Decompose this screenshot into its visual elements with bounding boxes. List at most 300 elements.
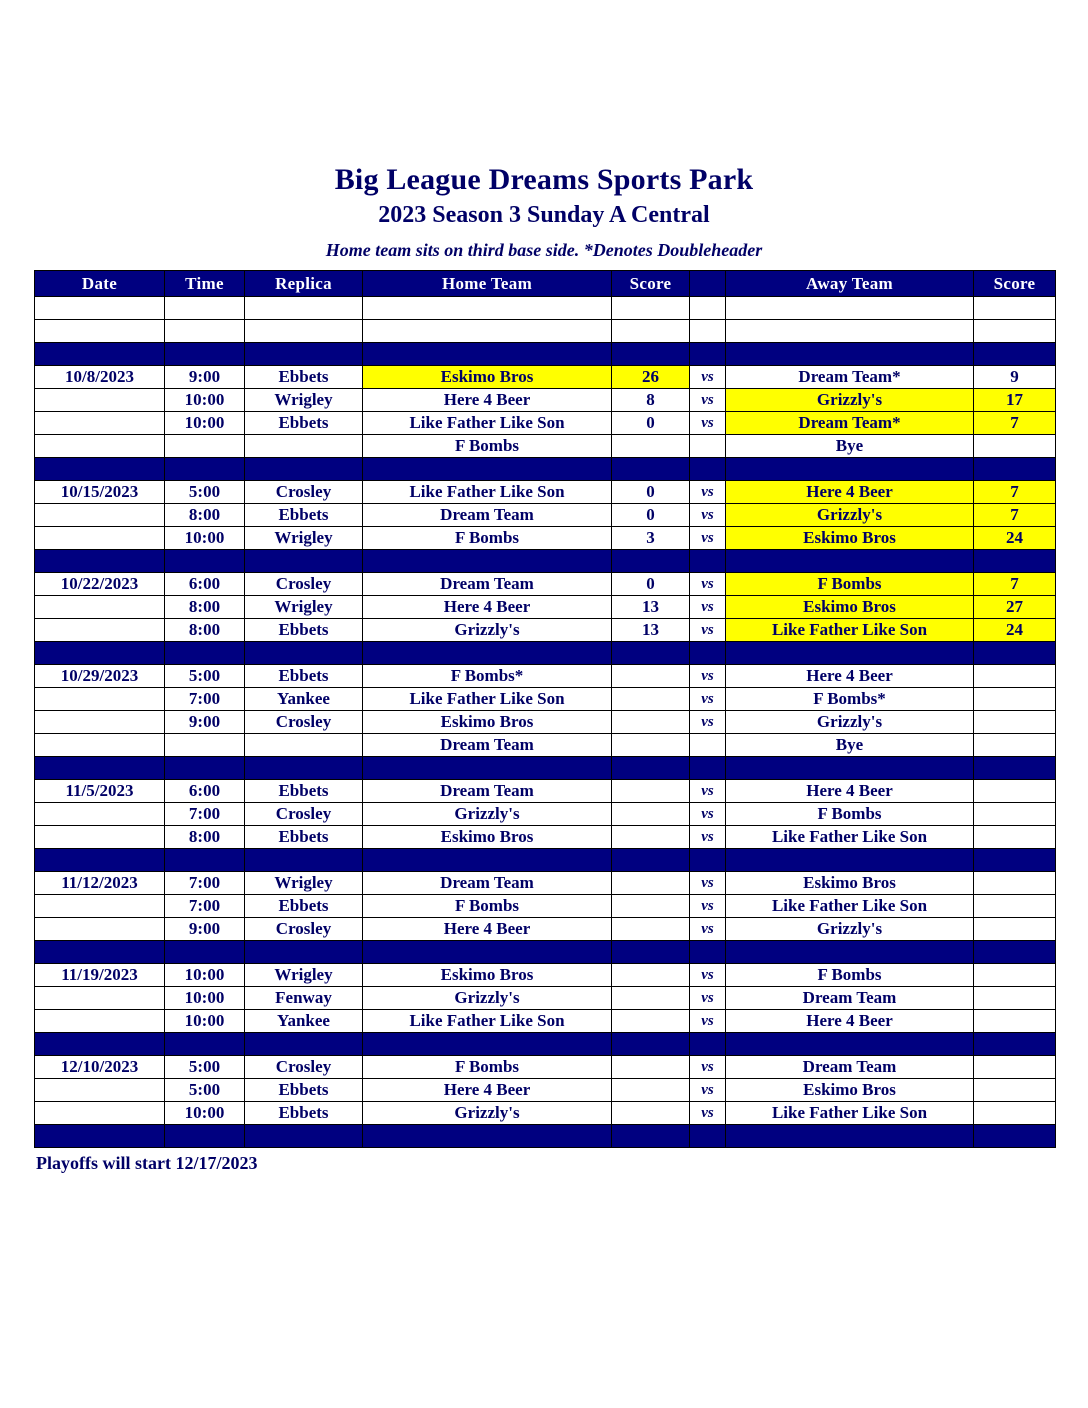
- blank-cell: [165, 297, 245, 320]
- home-team-cell: F Bombs: [363, 527, 612, 550]
- separator-cell: [35, 1033, 165, 1056]
- game-row: [35, 1102, 1056, 1125]
- vs-label: vs: [690, 987, 726, 1010]
- replica-cell: Ebbets: [245, 412, 363, 435]
- date-cell: [35, 734, 165, 757]
- separator-cell: [35, 550, 165, 573]
- replica-cell: Ebbets: [245, 619, 363, 642]
- home-score-cell: 26: [612, 366, 690, 389]
- date-cell: [35, 1079, 165, 1102]
- date-cell: [35, 987, 165, 1010]
- replica-cell: Wrigley: [245, 389, 363, 412]
- home-team-cell: Grizzly's: [363, 987, 612, 1010]
- time-cell: 5:00: [165, 1079, 245, 1102]
- away-score-cell: 7: [974, 504, 1056, 527]
- home-team-cell: Eskimo Bros: [363, 826, 612, 849]
- away-score-cell: [974, 435, 1056, 458]
- separator-cell: [35, 941, 165, 964]
- vs-label: [690, 435, 726, 458]
- separator-cell: [165, 642, 245, 665]
- replica-cell: Ebbets: [245, 1102, 363, 1125]
- home-team-cell: Grizzly's: [363, 803, 612, 826]
- game-row: [35, 504, 1056, 527]
- time-cell: 5:00: [165, 481, 245, 504]
- blank-cell: [612, 297, 690, 320]
- home-team-cell: Dream Team: [363, 734, 612, 757]
- schedule-table: [34, 270, 1056, 1148]
- away-score-cell: [974, 711, 1056, 734]
- away-score-cell: [974, 803, 1056, 826]
- separator-cell: [363, 550, 612, 573]
- separator-cell: [726, 757, 974, 780]
- away-score-cell: [974, 895, 1056, 918]
- game-row: [35, 527, 1056, 550]
- away-score-cell: [974, 1056, 1056, 1079]
- separator-cell: [690, 642, 726, 665]
- date-cell: [35, 619, 165, 642]
- vs-label: vs: [690, 412, 726, 435]
- separator-cell: [690, 757, 726, 780]
- home-score-cell: [612, 872, 690, 895]
- separator-cell: [690, 1125, 726, 1148]
- blank-cell: [726, 320, 974, 343]
- home-score-cell: 0: [612, 481, 690, 504]
- replica-cell: Yankee: [245, 688, 363, 711]
- away-team-cell: Eskimo Bros: [726, 1079, 974, 1102]
- time-cell: 7:00: [165, 803, 245, 826]
- page-subtitle: 2023 Season 3 Sunday A Central: [378, 202, 710, 228]
- blank-row: [35, 320, 1056, 343]
- separator-cell: [245, 941, 363, 964]
- header-time: Time: [165, 271, 245, 297]
- game-row: [35, 688, 1056, 711]
- date-cell: [35, 895, 165, 918]
- separator-cell: [165, 1125, 245, 1148]
- home-score-cell: [612, 1102, 690, 1125]
- replica-cell: Crosley: [245, 573, 363, 596]
- home-team-cell: Grizzly's: [363, 1102, 612, 1125]
- away-score-cell: 17: [974, 389, 1056, 412]
- date-cell: [35, 504, 165, 527]
- separator-cell: [363, 1125, 612, 1148]
- away-team-cell: Like Father Like Son: [726, 826, 974, 849]
- away-score-cell: 24: [974, 527, 1056, 550]
- separator-cell: [35, 458, 165, 481]
- vs-label: vs: [690, 596, 726, 619]
- date-cell: 11/5/2023: [35, 780, 165, 803]
- header-home-team: Home Team: [363, 271, 612, 297]
- replica-cell: Ebbets: [245, 665, 363, 688]
- separator-cell: [165, 941, 245, 964]
- separator-cell: [974, 642, 1056, 665]
- separator-row: [35, 849, 1056, 872]
- home-team-cell: Eskimo Bros: [363, 711, 612, 734]
- time-cell: 10:00: [165, 389, 245, 412]
- game-row: [35, 918, 1056, 941]
- date-cell: 11/19/2023: [35, 964, 165, 987]
- away-score-cell: [974, 964, 1056, 987]
- away-score-cell: [974, 826, 1056, 849]
- away-team-cell: Grizzly's: [726, 389, 974, 412]
- away-score-cell: [974, 665, 1056, 688]
- home-team-cell: Here 4 Beer: [363, 389, 612, 412]
- separator-cell: [165, 550, 245, 573]
- vs-label: vs: [690, 481, 726, 504]
- separator-cell: [612, 458, 690, 481]
- away-team-cell: Here 4 Beer: [726, 665, 974, 688]
- separator-cell: [245, 757, 363, 780]
- time-cell: [165, 435, 245, 458]
- away-score-cell: 7: [974, 573, 1056, 596]
- home-team-cell: Dream Team: [363, 504, 612, 527]
- replica-cell: Ebbets: [245, 895, 363, 918]
- time-cell: 8:00: [165, 619, 245, 642]
- replica-cell: [245, 435, 363, 458]
- home-team-cell: Like Father Like Son: [363, 412, 612, 435]
- vs-label: vs: [690, 872, 726, 895]
- time-cell: 6:00: [165, 780, 245, 803]
- date-cell: [35, 527, 165, 550]
- away-score-cell: 7: [974, 412, 1056, 435]
- away-team-cell: Eskimo Bros: [726, 527, 974, 550]
- separator-cell: [726, 458, 974, 481]
- away-team-cell: Grizzly's: [726, 504, 974, 527]
- vs-label: vs: [690, 504, 726, 527]
- game-row: [35, 987, 1056, 1010]
- vs-label: vs: [690, 619, 726, 642]
- separator-cell: [35, 642, 165, 665]
- time-cell: 5:00: [165, 1056, 245, 1079]
- time-cell: 9:00: [165, 711, 245, 734]
- date-cell: [35, 688, 165, 711]
- game-row: [35, 964, 1056, 987]
- separator-row: [35, 1033, 1056, 1056]
- time-cell: 10:00: [165, 412, 245, 435]
- time-cell: [165, 734, 245, 757]
- blank-cell: [726, 297, 974, 320]
- date-cell: [35, 412, 165, 435]
- home-score-cell: [612, 918, 690, 941]
- header-away-team: Away Team: [726, 271, 974, 297]
- separator-cell: [974, 757, 1056, 780]
- separator-cell: [363, 757, 612, 780]
- replica-cell: Crosley: [245, 711, 363, 734]
- schedule-table-body: [35, 297, 1056, 1148]
- separator-row: [35, 941, 1056, 964]
- time-cell: 10:00: [165, 1010, 245, 1033]
- date-cell: 12/10/2023: [35, 1056, 165, 1079]
- separator-cell: [690, 1033, 726, 1056]
- home-score-cell: 0: [612, 504, 690, 527]
- time-cell: 8:00: [165, 596, 245, 619]
- away-team-cell: F Bombs*: [726, 688, 974, 711]
- game-row: [35, 1010, 1056, 1033]
- separator-cell: [690, 550, 726, 573]
- replica-cell: Crosley: [245, 918, 363, 941]
- replica-cell: Crosley: [245, 1056, 363, 1079]
- blank-cell: [245, 320, 363, 343]
- date-cell: [35, 803, 165, 826]
- schedule-note: Home team sits on third base side. *Denotes Doubleheader: [325, 240, 763, 260]
- away-team-cell: Dream Team: [726, 987, 974, 1010]
- blank-cell: [35, 297, 165, 320]
- home-score-cell: [612, 803, 690, 826]
- away-team-cell: Here 4 Beer: [726, 1010, 974, 1033]
- away-score-cell: [974, 688, 1056, 711]
- replica-cell: Ebbets: [245, 780, 363, 803]
- away-team-cell: Grizzly's: [726, 711, 974, 734]
- separator-cell: [245, 343, 363, 366]
- game-row: [35, 481, 1056, 504]
- away-team-cell: Dream Team*: [726, 366, 974, 389]
- replica-cell: Ebbets: [245, 826, 363, 849]
- separator-cell: [690, 343, 726, 366]
- away-team-cell: Bye: [726, 435, 974, 458]
- separator-cell: [690, 458, 726, 481]
- separator-cell: [165, 757, 245, 780]
- separator-cell: [690, 941, 726, 964]
- separator-row: [35, 343, 1056, 366]
- away-score-cell: 9: [974, 366, 1056, 389]
- separator-row: [35, 550, 1056, 573]
- vs-label: vs: [690, 665, 726, 688]
- vs-label: vs: [690, 1102, 726, 1125]
- away-score-cell: 27: [974, 596, 1056, 619]
- separator-cell: [245, 849, 363, 872]
- separator-cell: [35, 343, 165, 366]
- separator-cell: [35, 1125, 165, 1148]
- game-row: [35, 596, 1056, 619]
- away-score-cell: [974, 1010, 1056, 1033]
- separator-cell: [165, 849, 245, 872]
- separator-cell: [165, 343, 245, 366]
- replica-cell: Fenway: [245, 987, 363, 1010]
- time-cell: 10:00: [165, 987, 245, 1010]
- separator-cell: [363, 1033, 612, 1056]
- time-cell: 10:00: [165, 964, 245, 987]
- away-team-cell: Dream Team*: [726, 412, 974, 435]
- time-cell: 9:00: [165, 918, 245, 941]
- vs-label: vs: [690, 527, 726, 550]
- separator-cell: [363, 642, 612, 665]
- date-cell: 11/12/2023: [35, 872, 165, 895]
- game-row: [35, 872, 1056, 895]
- away-score-cell: [974, 918, 1056, 941]
- vs-label: vs: [690, 573, 726, 596]
- home-team-cell: Dream Team: [363, 780, 612, 803]
- table-header-row: [35, 271, 1056, 297]
- home-team-cell: F Bombs: [363, 1056, 612, 1079]
- date-cell: [35, 826, 165, 849]
- vs-label: [690, 734, 726, 757]
- home-score-cell: [612, 665, 690, 688]
- home-score-cell: [612, 964, 690, 987]
- separator-cell: [974, 1125, 1056, 1148]
- separator-cell: [165, 1033, 245, 1056]
- home-score-cell: 13: [612, 619, 690, 642]
- home-team-cell: Dream Team: [363, 872, 612, 895]
- away-team-cell: Like Father Like Son: [726, 619, 974, 642]
- away-team-cell: F Bombs: [726, 964, 974, 987]
- game-row: [35, 826, 1056, 849]
- separator-cell: [612, 849, 690, 872]
- separator-cell: [612, 941, 690, 964]
- home-team-cell: Like Father Like Son: [363, 1010, 612, 1033]
- home-team-cell: F Bombs: [363, 435, 612, 458]
- replica-cell: Ebbets: [245, 366, 363, 389]
- separator-cell: [612, 550, 690, 573]
- vs-label: vs: [690, 803, 726, 826]
- separator-cell: [726, 550, 974, 573]
- vs-label: vs: [690, 826, 726, 849]
- time-cell: 7:00: [165, 688, 245, 711]
- separator-cell: [726, 1125, 974, 1148]
- separator-cell: [363, 849, 612, 872]
- away-team-cell: Like Father Like Son: [726, 1102, 974, 1125]
- header-vs: [690, 271, 726, 297]
- vs-label: vs: [690, 895, 726, 918]
- game-row: [35, 1056, 1056, 1079]
- time-cell: 10:00: [165, 527, 245, 550]
- replica-cell: Crosley: [245, 803, 363, 826]
- home-score-cell: 0: [612, 573, 690, 596]
- date-cell: 10/29/2023: [35, 665, 165, 688]
- vs-label: vs: [690, 918, 726, 941]
- blank-row: [35, 297, 1056, 320]
- separator-cell: [974, 849, 1056, 872]
- away-score-cell: [974, 987, 1056, 1010]
- vs-label: vs: [690, 1010, 726, 1033]
- game-row: [35, 895, 1056, 918]
- home-score-cell: [612, 780, 690, 803]
- separator-cell: [165, 458, 245, 481]
- replica-cell: Wrigley: [245, 596, 363, 619]
- home-score-cell: [612, 1010, 690, 1033]
- home-score-cell: [612, 895, 690, 918]
- time-cell: 9:00: [165, 366, 245, 389]
- header-date: Date: [35, 271, 165, 297]
- separator-cell: [245, 1125, 363, 1148]
- blank-cell: [974, 297, 1056, 320]
- page-title: Big League Dreams Sports Park: [334, 163, 754, 196]
- separator-cell: [726, 343, 974, 366]
- home-score-cell: [612, 1056, 690, 1079]
- date-cell: [35, 711, 165, 734]
- home-team-cell: Grizzly's: [363, 619, 612, 642]
- home-score-cell: [612, 987, 690, 1010]
- vs-label: vs: [690, 688, 726, 711]
- away-score-cell: [974, 1079, 1056, 1102]
- separator-cell: [35, 849, 165, 872]
- header-home-score: Score: [612, 271, 690, 297]
- away-team-cell: Like Father Like Son: [726, 895, 974, 918]
- date-cell: [35, 1010, 165, 1033]
- blank-cell: [612, 320, 690, 343]
- away-team-cell: Grizzly's: [726, 918, 974, 941]
- home-score-cell: 13: [612, 596, 690, 619]
- vs-label: vs: [690, 711, 726, 734]
- separator-cell: [726, 941, 974, 964]
- separator-cell: [974, 343, 1056, 366]
- home-score-cell: 0: [612, 412, 690, 435]
- separator-row: [35, 1125, 1056, 1148]
- game-row: [35, 573, 1056, 596]
- vs-label: vs: [690, 1079, 726, 1102]
- date-cell: 10/8/2023: [35, 366, 165, 389]
- game-row: [35, 366, 1056, 389]
- home-team-cell: Here 4 Beer: [363, 596, 612, 619]
- separator-cell: [612, 642, 690, 665]
- separator-cell: [726, 642, 974, 665]
- separator-cell: [726, 849, 974, 872]
- home-score-cell: [612, 826, 690, 849]
- replica-cell: [245, 734, 363, 757]
- home-score-cell: [612, 711, 690, 734]
- away-team-cell: Eskimo Bros: [726, 596, 974, 619]
- header-away-score: Score: [974, 271, 1056, 297]
- blank-cell: [690, 297, 726, 320]
- away-score-cell: [974, 734, 1056, 757]
- vs-label: vs: [690, 389, 726, 412]
- header-replica: Replica: [245, 271, 363, 297]
- home-team-cell: F Bombs*: [363, 665, 612, 688]
- separator-row: [35, 458, 1056, 481]
- away-team-cell: Here 4 Beer: [726, 780, 974, 803]
- blank-cell: [165, 320, 245, 343]
- separator-cell: [245, 1033, 363, 1056]
- replica-cell: Ebbets: [245, 1079, 363, 1102]
- home-team-cell: Like Father Like Son: [363, 481, 612, 504]
- time-cell: 10:00: [165, 1102, 245, 1125]
- date-cell: 10/22/2023: [35, 573, 165, 596]
- separator-cell: [974, 458, 1056, 481]
- away-score-cell: 24: [974, 619, 1056, 642]
- blank-cell: [245, 297, 363, 320]
- away-score-cell: [974, 1102, 1056, 1125]
- game-row: [35, 734, 1056, 757]
- game-row: [35, 780, 1056, 803]
- date-cell: [35, 596, 165, 619]
- time-cell: 6:00: [165, 573, 245, 596]
- game-row: [35, 412, 1056, 435]
- home-score-cell: [612, 435, 690, 458]
- away-team-cell: Here 4 Beer: [726, 481, 974, 504]
- game-row: [35, 435, 1056, 458]
- separator-cell: [974, 550, 1056, 573]
- blank-cell: [35, 320, 165, 343]
- separator-cell: [974, 941, 1056, 964]
- date-cell: [35, 1102, 165, 1125]
- replica-cell: Ebbets: [245, 504, 363, 527]
- away-score-cell: [974, 872, 1056, 895]
- game-row: [35, 619, 1056, 642]
- date-cell: [35, 918, 165, 941]
- replica-cell: Wrigley: [245, 527, 363, 550]
- separator-cell: [245, 550, 363, 573]
- home-team-cell: Here 4 Beer: [363, 918, 612, 941]
- home-team-cell: Eskimo Bros: [363, 964, 612, 987]
- separator-row: [35, 642, 1056, 665]
- replica-cell: Wrigley: [245, 872, 363, 895]
- date-cell: 10/15/2023: [35, 481, 165, 504]
- game-row: [35, 711, 1056, 734]
- separator-cell: [612, 1033, 690, 1056]
- home-score-cell: 8: [612, 389, 690, 412]
- blank-cell: [974, 320, 1056, 343]
- home-team-cell: Dream Team: [363, 573, 612, 596]
- away-team-cell: Dream Team: [726, 1056, 974, 1079]
- time-cell: 8:00: [165, 504, 245, 527]
